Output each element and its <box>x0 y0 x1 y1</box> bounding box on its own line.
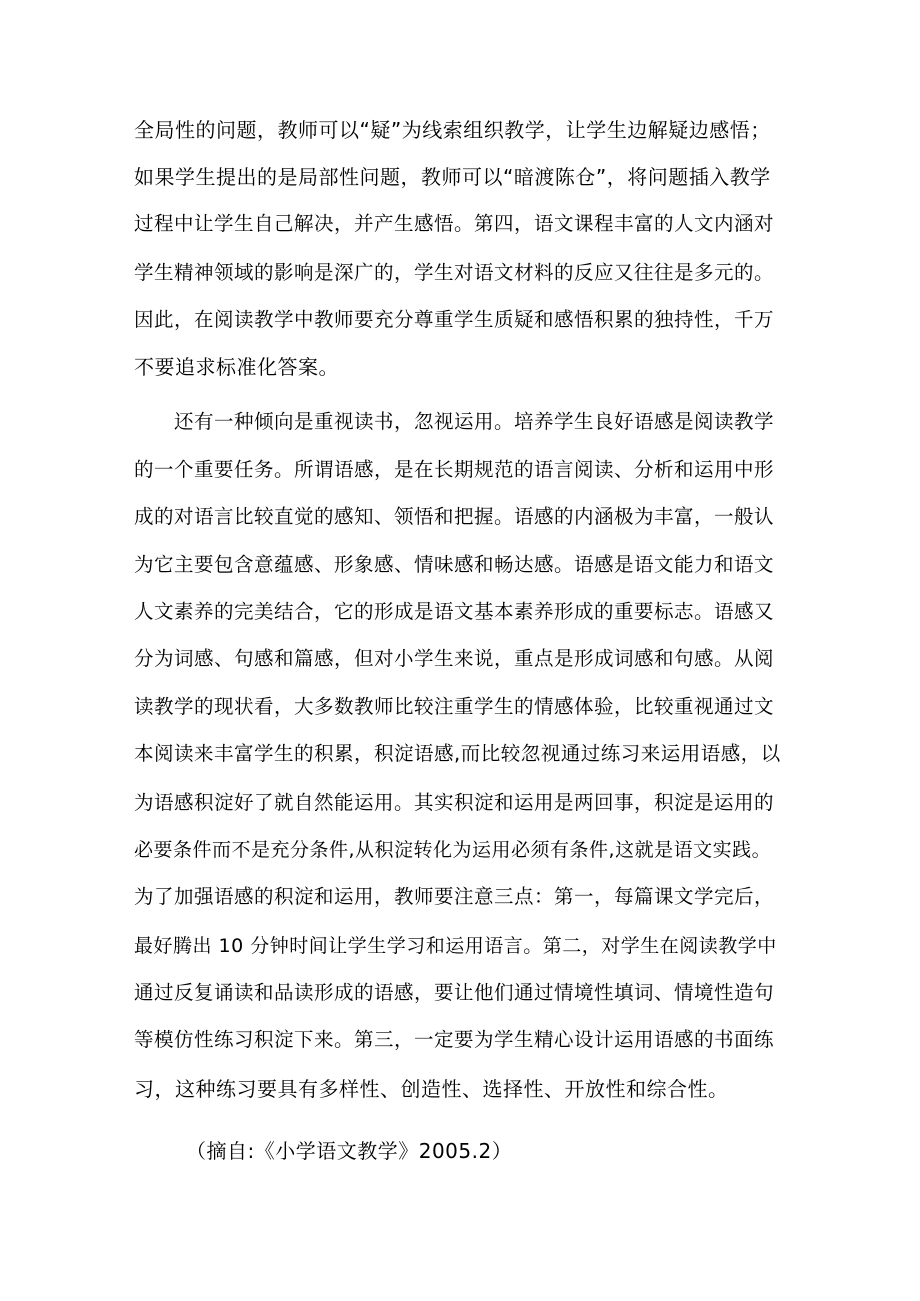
paragraph-line: 必要条件而不是充分条件,从积淀转化为运用必须有条件,这就是语文实践。 <box>134 839 772 861</box>
paragraph-line: 成的对语言比较直觉的感知、领悟和把握。语感的内涵极为丰富，一般认 <box>134 505 775 528</box>
paragraph-line: 分为词感、句感和篇感，但对小学生来说，重点是形成词感和句感。从阅 <box>134 647 775 670</box>
paragraph-line: 学生精神领域的影响是深广的，学生对语文材料的反应又往往是多元的。 <box>134 261 775 284</box>
paragraph-line: 不要追求标准化答案。 <box>134 355 339 379</box>
paragraph-line: 本阅读来丰富学生的积累，积淀语感,而比较忽视通过练习来运用语感，以 <box>134 742 781 765</box>
paragraph-line: 习，这种练习要具有多样性、创造性、选择性、开放性和综合性。 <box>134 1077 729 1101</box>
paragraph-line: 全局性的问题，教师可以“疑”为线索组织教学，让学生边解疑边感悟； <box>134 118 771 142</box>
paragraph-line: 为了加强语感的积淀和运用，教师要注意三点：第一，每篇课文学完后， <box>134 885 775 908</box>
paragraph-line: 为语感积淀好了就自然能运用。其实积淀和运用是两回事，积淀是运用的 <box>134 791 775 814</box>
paragraph-line: 过程中让学生自己解决，并产生感悟。第四，语文课程丰富的人文内涵对 <box>134 212 775 235</box>
paragraph-line: 等模仿性练习积淀下来。第三，一定要为学生精心设计运用语感的书面练 <box>134 1028 775 1051</box>
paragraph-line: 如果学生提出的是局部性问题，教师可以“暗渡陈仓”，将问题插入教学 <box>134 165 771 189</box>
paragraph-line: 读教学的现状看，大多数教师比较注重学生的情感体验，比较重视通过文 <box>134 695 775 718</box>
paragraph-line: 通过反复诵读和品读形成的语感，要让他们通过情境性填词、情境性造句 <box>134 981 775 1004</box>
paragraph-line: 因此，在阅读教学中教师要充分尊重学生质疑和感悟积累的独持性，千万 <box>134 308 775 331</box>
paragraph-line: 最好腾出 10 分钟时间让学生学习和运用语言。第二，对学生在阅读教学中 <box>134 935 777 957</box>
paragraph-line: 人文素养的完美结合，它的形成是语文基本素养形成的重要标志。语感又 <box>134 600 775 623</box>
paragraph-line: 还有一种倾向是重视读书，忽视运用。培养学生良好语感是阅读教学 <box>174 410 775 433</box>
paragraph-line: 的一个重要任务。所谓语感，是在长期规范的语言阅读、分析和运用中形 <box>134 458 775 481</box>
source-citation: （摘自:《小学语文教学》2005.2） <box>186 1139 513 1163</box>
paragraph-line: 为它主要包含意蕴感、形象感、情味感和畅达感。语感是语文能力和语文 <box>134 553 775 576</box>
